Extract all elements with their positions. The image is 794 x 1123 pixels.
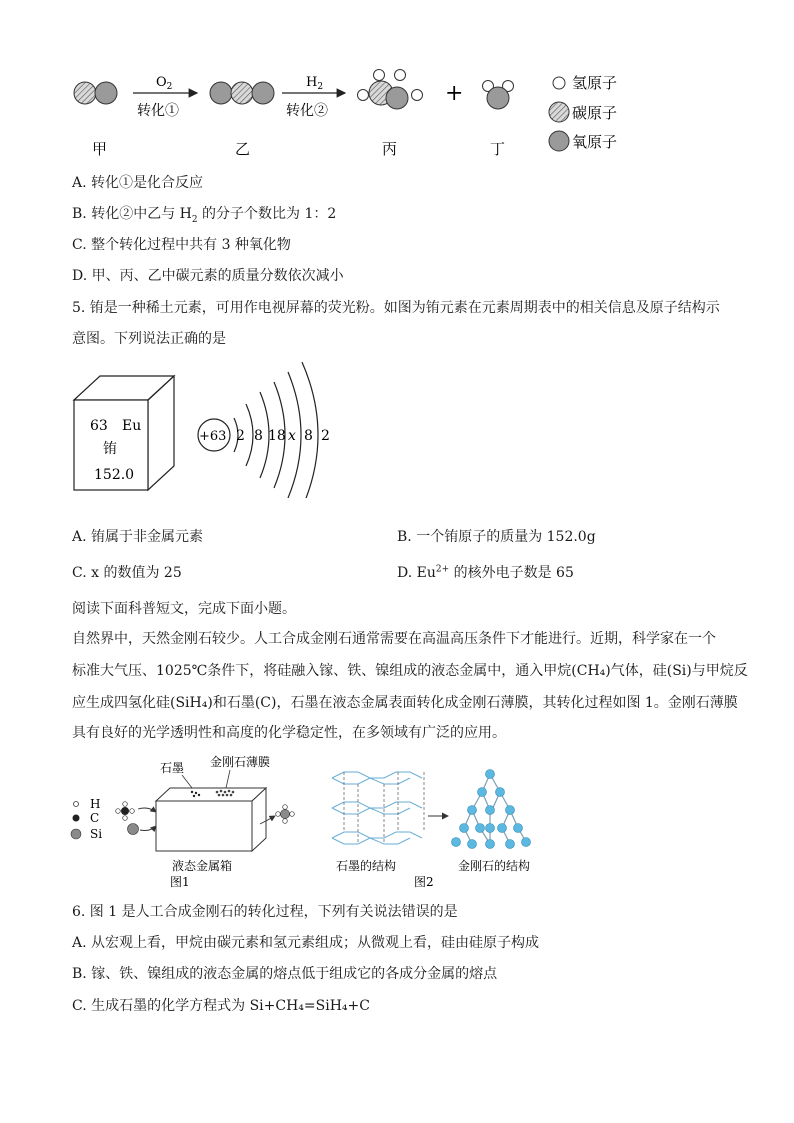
q5-stem-line1: 5. 铕是一种稀土元素，可用作电视屏幕的荧光粉。如图为铕元素在元素周期表中的相关信息及原子结构示: [72, 300, 720, 316]
svg-text:碳原子: 碳原子: [572, 104, 618, 122]
graphite-label: 石墨: [160, 761, 185, 775]
q6-option-b: B. 镓、铁、镍组成的液态金属的熔点低于组成它的各成分金属的熔点: [72, 966, 498, 982]
diamond-film-label: 金刚石薄膜: [210, 755, 271, 769]
fig1-legend: [71, 797, 102, 841]
element-name: 铕: [103, 441, 117, 457]
plus-sign: +: [445, 81, 464, 106]
q6-stem: 6. 图 1 是人工合成金刚石的转化过程，下列有关说法错误的是: [72, 904, 458, 920]
passage-intro: 阅读下面科普短文，完成下面小题。: [72, 601, 296, 617]
molecule-jia: [74, 82, 117, 104]
label-jia: 甲: [92, 140, 108, 158]
europium-figure: [70, 358, 370, 498]
svg-text:H: H: [90, 797, 101, 811]
shell-5-count: 8: [304, 428, 313, 444]
shell-2-count: 8: [254, 428, 263, 444]
liquid-metal-box: [156, 788, 266, 851]
diamond-structure: [452, 770, 531, 849]
passage-line1: 自然界中，天然金刚石较少。人工合成金刚石通常需要在高温高压条件下才能进行。近期，科学家在一个: [72, 631, 716, 647]
label-ding: 丁: [490, 140, 506, 158]
box-label: 液态金属箱: [172, 859, 233, 873]
silicon-atom: [128, 824, 139, 835]
q6-option-a: A. 从宏观上看，甲烷由碳元素和氢元素组成；从微观上看，硅由硅原子构成: [72, 935, 540, 951]
svg-text:Si: Si: [90, 827, 103, 841]
shell-6-count: 2: [321, 428, 330, 444]
silane-molecule: [276, 805, 295, 824]
q5-option-a: A. 铕属于非金属元素: [72, 529, 204, 545]
graphite-structure-label: 石墨的结构: [336, 859, 397, 873]
q4-option-a: A. 转化①是化合反应: [72, 175, 204, 191]
q4-option-d: D. 甲、丙、乙中碳元素的质量分数依次减小: [72, 268, 344, 284]
shell-1-count: 2: [236, 428, 245, 444]
molecule-ding: [483, 81, 514, 110]
graphite-structure: [332, 772, 422, 844]
nucleus-charge: +63: [199, 429, 227, 444]
passage-line2: 标准大气压、1025℃条件下，将硅融入镓、铁、镍组成的液态金属中，通入甲烷(CH₄)气体，硅(Si)与甲烷反: [72, 663, 748, 679]
molecule-bing: [358, 70, 423, 110]
q5-option-c: C. x 的数值为 25: [72, 565, 182, 581]
passage-line4: 具有良好的光学透明性和高度的化学稳定性，在多领域有广泛的应用。: [72, 725, 506, 741]
atomic-mass: 152.0: [94, 467, 135, 483]
q5-option-d: D. $Eu^{2+}$ 的核外电子数是 65: [397, 564, 574, 581]
svg-text:C: C: [90, 811, 100, 825]
molecule-yi: [210, 82, 274, 104]
q6-option-c: C. 生成石墨的化学方程式为 Si+CH₄=SiH₄+C: [72, 998, 370, 1014]
reaction-diagram: [60, 62, 660, 172]
shell-3-count: 18: [268, 428, 286, 444]
fig1-caption: 图1: [170, 875, 190, 889]
element-symbol: Eu: [122, 418, 142, 434]
step1-label: 转化①: [137, 103, 179, 119]
label-bing: 丙: [382, 140, 398, 158]
svg-text:氢原子: 氢原子: [572, 74, 618, 92]
step2-label: 转化②: [286, 103, 328, 119]
fig2-caption: 图2: [414, 875, 434, 889]
atomic-number: 63: [90, 418, 108, 434]
diamond-structure-label: 金刚石的结构: [458, 859, 531, 873]
q4-option-c: C. 整个转化过程中共有 3 种氧化物: [72, 237, 291, 253]
methane-molecule: [116, 802, 135, 821]
synthesis-figure: [70, 752, 550, 890]
shell-4-count: x: [288, 428, 296, 444]
svg-text:氧原子: 氧原子: [572, 133, 618, 151]
q5-option-b: B. 一个铕原子的质量为 152.0g: [397, 529, 596, 545]
reagent-o2: $O_2$: [156, 75, 173, 92]
label-yi: 乙: [235, 140, 251, 158]
q5-stem-line2: 意图。下列说法正确的是: [72, 331, 226, 347]
q4-option-b: B. 转化②中乙与 $H_2$ 的分子个数比为 1：2: [72, 206, 337, 225]
atom-legend: [549, 74, 617, 151]
reagent-h2: $H_2$: [306, 75, 324, 92]
passage-line3: 应生成四氢化硅(SiH₄)和石墨(C)，石墨在液态金属表面转化成金刚石薄膜，其转化过程如图 1。金刚石薄膜: [72, 695, 738, 711]
